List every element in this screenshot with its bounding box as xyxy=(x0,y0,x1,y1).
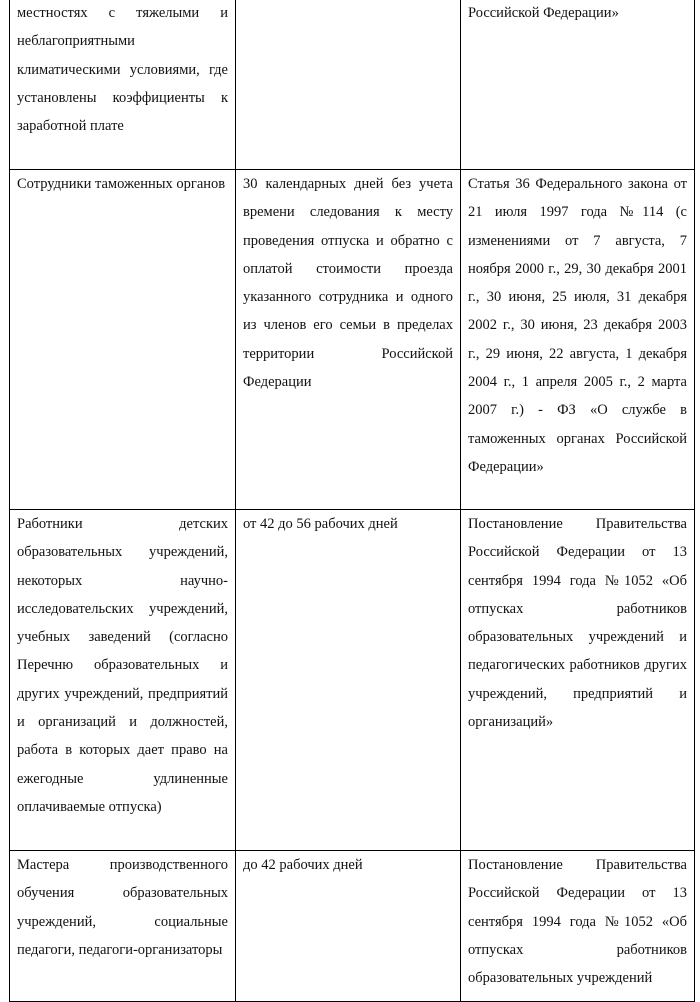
duration-text: до 42 рабочих дней xyxy=(243,857,363,873)
basis-cell xyxy=(461,0,695,170)
basis-cell xyxy=(461,851,695,1002)
basis-cell xyxy=(461,510,695,851)
category-text: Сотрудники таможенных органов xyxy=(17,176,226,192)
duration-cell xyxy=(236,170,461,510)
category-cell xyxy=(10,0,236,170)
basis-text: Российской Федерации» xyxy=(468,5,619,21)
basis-text: Статья 36 Федерального закона от 21 июля 1997 года №114 (с изменениями от 7 августа, 7 ноября 2000 г., 29, 30 декабря 2001 г., 30 июня, 25 июля, 31 декабря 2002 г., 30 июня, 23 декабря 2003 г., 29 июня, 22 августа, 1 декабря 2004 г., 1 апреля 2005 г., 2 марта 2007 г.) - ФЗ «О службе в таможенных органах Российской Федерации» xyxy=(468,176,687,475)
basis-text: Постановление Правительства Российской Федерации от 13 сентября 1994 года №1052 «Об отпусках работников образовательных учреждений и педагогических работников других учреждений, предприятий и организаций» xyxy=(468,516,687,731)
table-row xyxy=(10,0,695,170)
category-text: Мастера производственного обучения образовательных учреждений, социальные педагоги, педагоги-организаторы xyxy=(17,857,228,958)
category-text: местностях с тяжелыми и неблагоприятными климатическими условиями, где установлены коэффициенты к заработной плате xyxy=(17,5,228,135)
duration-text: 30 календарных дней без учета времени следования к месту проведения отпуска и обратно с оплатой стоимости проезда указанного сотрудника и одного из членов его семьи в пределах территории Российской Федерации xyxy=(243,176,453,391)
category-cell xyxy=(10,170,236,510)
leave-table xyxy=(9,0,695,1002)
table-row xyxy=(10,851,695,1002)
category-cell xyxy=(10,851,236,1002)
category-text: Работники детских образовательных учреждений, некоторых научно-исследовательских учреждений, учебных заведений (согласно Перечню образовательных и других учреждений, предприятий и организаций и должностей, работа в которых дает право на ежегодные удлиненные оплачиваемые отпуска) xyxy=(17,516,228,815)
duration-text: от 42 до 56 рабочих дней xyxy=(243,516,398,532)
table-row xyxy=(10,510,695,851)
table-row xyxy=(10,170,695,510)
duration-cell xyxy=(236,851,461,1002)
category-cell xyxy=(10,510,236,851)
duration-cell xyxy=(236,0,461,170)
duration-cell xyxy=(236,510,461,851)
basis-cell xyxy=(461,170,695,510)
basis-text: Постановление Правительства Российской Федерации от 13 сентября 1994 года №1052 «Об отпусках работников образовательных учреждений xyxy=(468,857,687,987)
